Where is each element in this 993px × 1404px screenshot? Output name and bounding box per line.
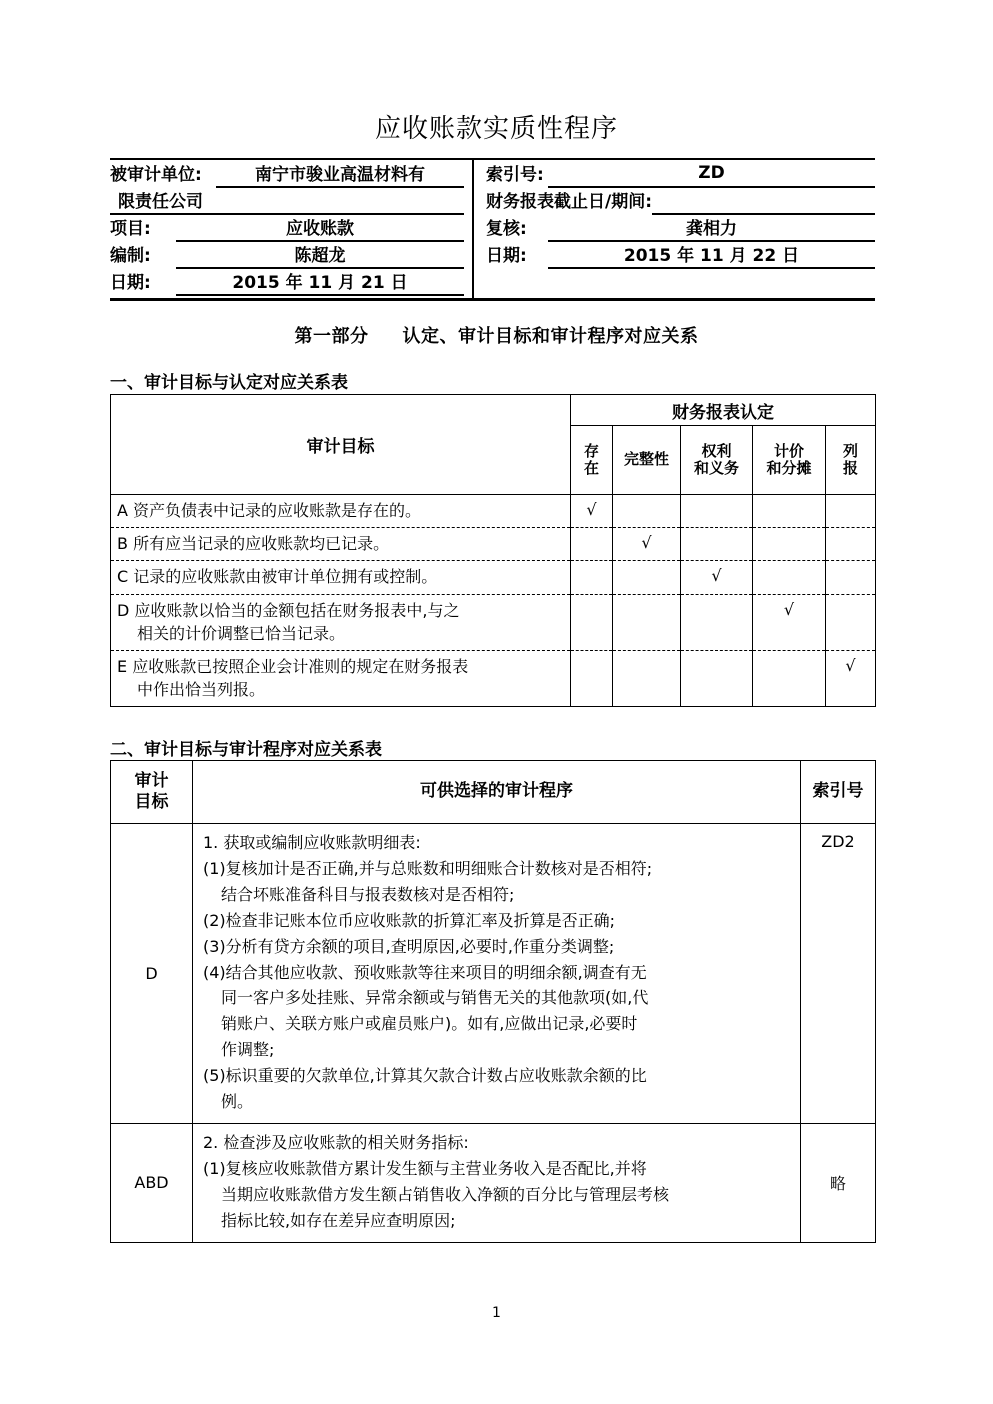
audit-header-block bbox=[110, 158, 875, 301]
header-row-prepare-date bbox=[110, 269, 464, 296]
review-date-label: 日期: bbox=[486, 246, 527, 266]
table1-header-row-1 bbox=[111, 395, 876, 426]
section-2-heading: 二、审计目标与审计程序对应关系表 bbox=[110, 740, 382, 760]
section-1-heading: 一、审计目标与认定对应关系表 bbox=[110, 373, 348, 393]
header-row-preparer bbox=[110, 242, 464, 269]
header-row-auditee bbox=[110, 161, 464, 188]
objective-text-e: E 应收账款已按照企业会计准则的规定在财务报表 中作出恰当列报。 bbox=[111, 650, 571, 706]
mark-d-rights[interactable] bbox=[681, 594, 753, 650]
procedure-text-2: 2. 检查涉及应收账款的相关财务指标: (1)复核应收账款借方累计发生额与主营业务收入是否配比,并将 当期应收账款借方发生额占销售收入净额的百分比与管理层考核 指标比较,如存在差异应查明原因; bbox=[193, 1123, 801, 1242]
table-row bbox=[111, 594, 876, 650]
mark-c-valuation[interactable] bbox=[753, 561, 826, 594]
mark-b-valuation[interactable] bbox=[753, 528, 826, 561]
mark-d-valuation[interactable]: √ bbox=[753, 594, 826, 650]
prepare-date-value[interactable]: 2015 年 11 月 21 日 bbox=[176, 268, 464, 296]
assertion-group-header: 财务报表认定 bbox=[571, 395, 876, 426]
objective-text-b: B 所有应当记录的应收账款均已记录。 bbox=[111, 528, 571, 561]
table2-header-row bbox=[111, 761, 876, 824]
objective-procedure-table bbox=[110, 760, 876, 1243]
preparer-value[interactable]: 陈超龙 bbox=[176, 241, 464, 269]
mark-c-presentation[interactable] bbox=[826, 561, 876, 594]
part-heading-prefix: 第一部分 bbox=[294, 326, 369, 347]
objective-text-c: C 记录的应收账款由被审计单位拥有或控制。 bbox=[111, 561, 571, 594]
header-row-auditee-cont bbox=[110, 188, 464, 215]
procedure-objective-header: 审计 目标 bbox=[111, 761, 193, 824]
header-row-period bbox=[486, 188, 875, 215]
period-value[interactable] bbox=[652, 190, 875, 215]
procedure-objective-d: D bbox=[111, 824, 193, 1124]
mark-d-presentation[interactable] bbox=[826, 594, 876, 650]
procedure-index-header: 索引号 bbox=[801, 761, 876, 824]
reviewer-label: 复核: bbox=[486, 219, 527, 239]
objective-assertion-table bbox=[110, 394, 876, 707]
audit-header-right-column bbox=[472, 160, 875, 298]
mark-c-rights[interactable]: √ bbox=[681, 561, 753, 594]
mark-c-existence[interactable] bbox=[571, 561, 613, 594]
mark-e-completeness[interactable] bbox=[613, 650, 681, 706]
mark-b-existence[interactable] bbox=[571, 528, 613, 561]
auditee-value-line2[interactable]: 限责任公司 bbox=[110, 187, 464, 215]
procedure-index-zd2: ZD2 bbox=[801, 824, 876, 1124]
period-label: 财务报表截止日/期间: bbox=[486, 192, 653, 212]
page-number: 1 bbox=[492, 1305, 501, 1321]
header-row-project bbox=[110, 215, 464, 242]
page-title: 应收账款实质性程序 bbox=[374, 114, 618, 144]
auditee-label: 被审计单位: bbox=[110, 165, 202, 185]
table-row bbox=[111, 824, 876, 1124]
mark-e-rights[interactable] bbox=[681, 650, 753, 706]
objective-text-d: D 应收账款以恰当的金额包括在财务报表中,与之 相关的计价调整已恰当记录。 bbox=[111, 594, 571, 650]
project-label: 项目: bbox=[110, 219, 151, 239]
header-row-review-date bbox=[486, 242, 875, 269]
column-header-existence: 存 在 bbox=[571, 426, 613, 495]
procedure-index-lue: 略 bbox=[801, 1123, 876, 1242]
mark-a-completeness[interactable] bbox=[613, 495, 681, 528]
mark-e-valuation[interactable] bbox=[753, 650, 826, 706]
header-row-reviewer bbox=[486, 215, 875, 242]
project-value[interactable]: 应收账款 bbox=[176, 214, 464, 242]
mark-a-presentation[interactable] bbox=[826, 495, 876, 528]
audit-header-left-column bbox=[110, 160, 472, 298]
auditee-value[interactable]: 南宁市骏业高温材料有 bbox=[216, 160, 464, 188]
part-heading-text: 认定、审计目标和审计程序对应关系 bbox=[402, 326, 699, 347]
table-row bbox=[111, 495, 876, 528]
mark-c-completeness[interactable] bbox=[613, 561, 681, 594]
mark-e-existence[interactable] bbox=[571, 650, 613, 706]
mark-a-existence[interactable]: √ bbox=[571, 495, 613, 528]
procedure-text-1: 1. 获取或编制应收账款明细表: (1)复核加计是否正确,并与总账数和明细账合计数核对是否相符; 结合坏账准备科目与报表数核对是否相符; (2)检查非记账本位币应收账款的折算汇率及折算是否正确; (3)分析有贷方余额的项目,查明原因,必要时,作重分类调整; (4)结合其他应收款、预收账款等往来项目的明细余额,调查有无 同一客户多处挂账、异常余额或与销售无关的其他款项(如,代 销账户、关联方账户或雇员账户)。如有,应做出记录,必要时 作调整; (5)标识重要的欠款单位,计算其欠款合计数占应收账款余额的比 例。 bbox=[193, 824, 801, 1124]
column-header-valuation-allocation: 计价 和分摊 bbox=[753, 426, 826, 495]
objective-text-a: A 资产负债表中记录的应收账款是存在的。 bbox=[111, 495, 571, 528]
mark-a-rights[interactable] bbox=[681, 495, 753, 528]
mark-e-presentation[interactable]: √ bbox=[826, 650, 876, 706]
review-date-value[interactable]: 2015 年 11 月 22 日 bbox=[548, 241, 875, 269]
preparer-label: 编制: bbox=[110, 246, 151, 266]
objective-column-header: 审计目标 bbox=[111, 395, 571, 495]
mark-d-completeness[interactable] bbox=[613, 594, 681, 650]
table-row bbox=[111, 561, 876, 594]
reviewer-value[interactable]: 龚相力 bbox=[548, 214, 875, 242]
column-header-presentation: 列 报 bbox=[826, 426, 876, 495]
index-label: 索引号: bbox=[486, 165, 544, 185]
part-heading bbox=[0, 322, 993, 348]
mark-b-presentation[interactable] bbox=[826, 528, 876, 561]
prepare-date-label: 日期: bbox=[110, 273, 151, 293]
mark-a-valuation[interactable] bbox=[753, 495, 826, 528]
mark-b-completeness[interactable]: √ bbox=[613, 528, 681, 561]
mark-b-rights[interactable] bbox=[681, 528, 753, 561]
procedure-column-header: 可供选择的审计程序 bbox=[193, 761, 801, 824]
index-value[interactable]: ZD bbox=[548, 163, 875, 188]
table-row bbox=[111, 528, 876, 561]
table-row bbox=[111, 650, 876, 706]
column-header-completeness: 完整性 bbox=[613, 426, 681, 495]
procedure-objective-abd: ABD bbox=[111, 1123, 193, 1242]
table-row bbox=[111, 1123, 876, 1242]
header-row-index bbox=[486, 161, 875, 188]
column-header-rights-obligations: 权利 和义务 bbox=[681, 426, 753, 495]
mark-d-existence[interactable] bbox=[571, 594, 613, 650]
